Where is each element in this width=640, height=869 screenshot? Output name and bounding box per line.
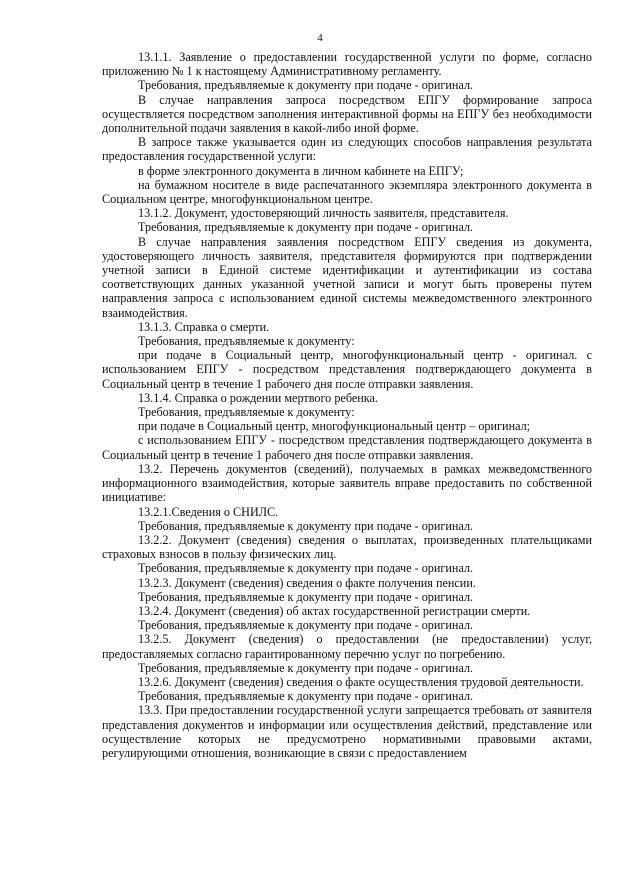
paragraph: в форме электронного документа в личном кабинете на ЕПГУ; (138, 163, 464, 178)
paragraph: В случае направления заявления посредством ЕПГУ сведения из документа, удостоверяющего личность заявителя, представителя формируются при подтверждении учетной записи в Единой системе идентификации и аутентификации из состава соответствующих данных указанной учетной записи и могут быть проверены путем направления запроса с использованием единой системы межведомственного электронного взаимодействия. (102, 234, 592, 320)
paragraph: 13.3. При предоставлении государственной услуги запрещается требовать от заявителя представления документов и информации или осуществления действий, представление или осуществление которых не предусмотрено нормативными правовыми актами, регулирующими отношения, возникающие в связи с предоставлением (102, 703, 592, 760)
paragraph: 13.1.1. Заявление о предоставлении государственной услуги по форме, согласно приложению № 1 к настоящему Административному регламенту. (102, 50, 592, 79)
paragraph: Требования, предъявляемые к документу: (138, 334, 355, 349)
page-number: 4 (317, 32, 323, 44)
paragraph: Требования, предъявляемые к документу при подаче - оригинал. (138, 220, 474, 235)
paragraph: Требования, предъявляемые к документу при подаче - оригинал. (138, 518, 474, 533)
paragraph: 13.1.2. Документ, удостоверяющий личность заявителя, представителя. (138, 206, 509, 221)
paragraph: 13.2.1.Сведения о СНИЛС. (138, 504, 279, 519)
paragraph: Требования, предъявляемые к документу при подаче - оригинал. (138, 618, 474, 633)
paragraph: с использованием ЕПГУ - посредством представления подтверждающего документа в Социальный центр в течение 1 рабочего дня после отправки заявления. (102, 433, 592, 462)
paragraph: 13.2. Перечень документов (сведений), получаемых в рамках межведомственного информационного взаимодействия, которые заявитель вправе предоставить по собственной инициативе: (102, 461, 592, 505)
paragraph: В случае направления запроса посредством ЕПГУ формирование запроса осуществляется посредством заполнения интерактивной формы на ЕПГУ без необходимости дополнительной подачи заявления в какой-либо иной форме. (102, 92, 592, 136)
paragraph: Требования, предъявляемые к документу при подаче - оригинал. (138, 589, 474, 604)
paragraph: 13.2.4. Документ (сведения) об актах государственной регистрации смерти. (138, 603, 531, 618)
paragraph: Требования, предъявляемые к документу: (138, 405, 355, 420)
paragraph: 13.2.6. Документ (сведения) сведения о факте осуществления трудовой деятельности. (138, 674, 584, 689)
paragraph: В запросе также указывается один из следующих способов направления результата предоставления государственной услуги: (102, 135, 592, 164)
paragraph: 13.1.4. Справка о рождении мертвого ребенка. (138, 390, 378, 405)
paragraph: при подаче в Социальный центр, многофункциональный центр – оригинал; (138, 419, 531, 434)
paragraph: 13.2.3. Документ (сведения) сведения о факте получения пенсии. (138, 575, 476, 590)
paragraph: Требования, предъявляемые к документу при подаче - оригинал. (138, 660, 474, 675)
paragraph: 13.1.3. Справка о смерти. (138, 319, 270, 334)
paragraph: Требования, предъявляемые к документу при подаче - оригинал. (138, 78, 474, 93)
paragraph: 13.2.2. Документ (сведения) сведения о выплатах, произведенных плательщиками страховых взносов в пользу физических лиц. (102, 532, 592, 562)
paragraph: на бумажном носителе в виде распечатанного экземпляра электронного документа в Социальном центре, многофункциональном центре. (102, 177, 592, 207)
document-body (102, 50, 592, 760)
paragraph: Требования, предъявляемые к документу при подаче - оригинал. (138, 689, 474, 704)
paragraph: при подаче в Социальный центр, многофункциональный центр - оригинал. с использованием ЕПГУ - посредством представления подтверждающего документа в Социальный центр в течение 1 рабочего дня после отправки заявления. (102, 348, 592, 391)
paragraph: Требования, предъявляемые к документу при подаче - оригинал. (138, 561, 474, 576)
paragraph: 13.2.5. Документ (сведения) о предоставлении (не предоставлении) услуг, предоставляемых согласно гарантированному перечню услуг по погребению. (102, 632, 592, 661)
